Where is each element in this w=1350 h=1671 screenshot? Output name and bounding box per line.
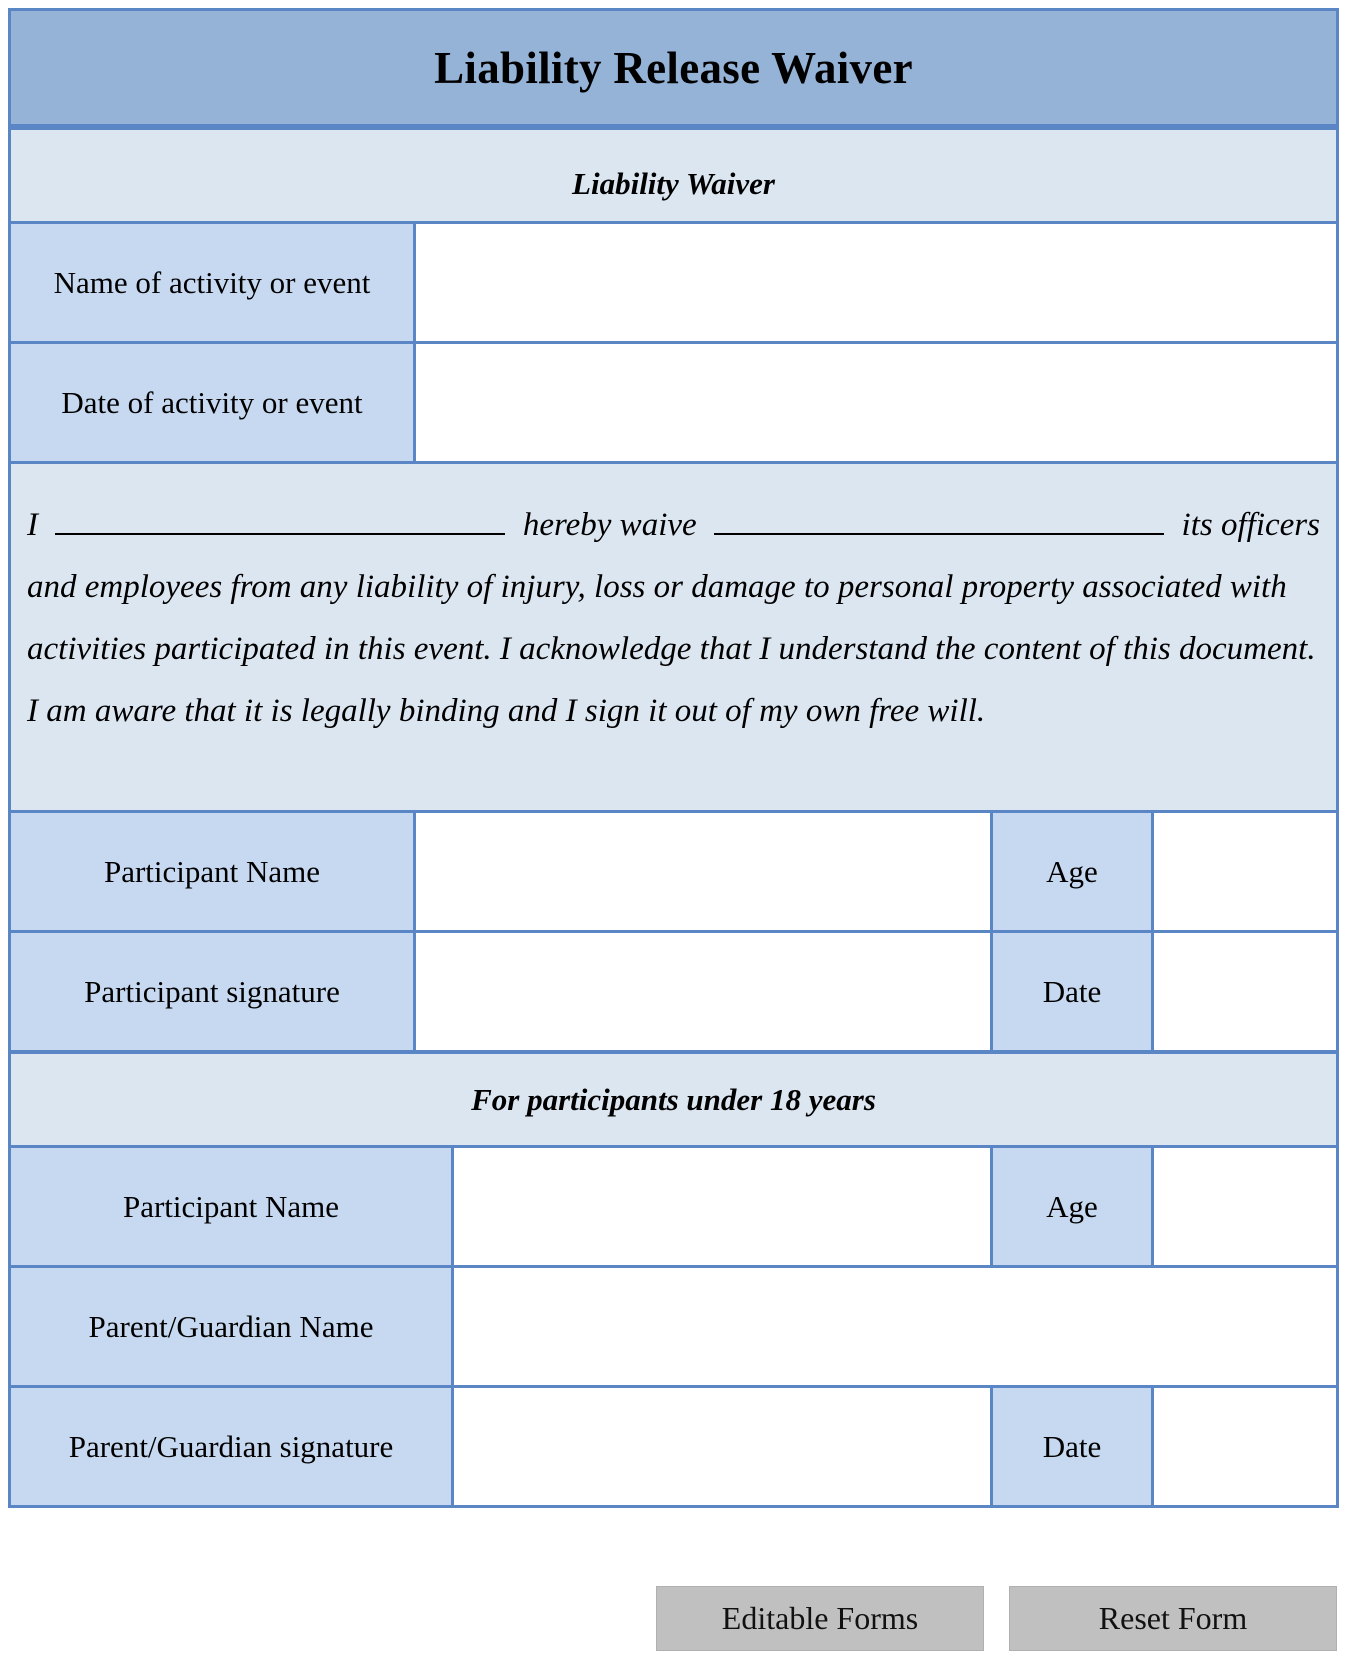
section-title-minors: For participants under 18 years — [471, 1081, 876, 1117]
section-header-minors — [11, 1050, 1336, 1145]
editable-forms-button[interactable]: Editable Forms — [656, 1586, 984, 1651]
guardian-signature-row — [11, 1385, 1336, 1505]
waiver-text-officers: its officers — [1181, 507, 1320, 543]
minor-participant-name-field[interactable] — [454, 1148, 990, 1265]
guardian-date-field[interactable] — [1154, 1388, 1336, 1505]
participant-signature-field[interactable] — [416, 933, 990, 1050]
age-label: Age — [990, 813, 1154, 930]
date-field[interactable] — [1154, 933, 1336, 1050]
waiver-first-line — [27, 494, 1320, 556]
participant-name-label: Participant Name — [11, 813, 416, 930]
organization-name-blank[interactable] — [714, 505, 1164, 535]
section-header-waiver — [11, 126, 1336, 221]
participant-signature-row — [11, 930, 1336, 1050]
form-title: Liability Release Waiver — [434, 42, 913, 93]
guardian-date-label: Date — [990, 1388, 1154, 1505]
section-title-waiver: Liability Waiver — [572, 165, 775, 201]
minor-age-label: Age — [990, 1148, 1154, 1265]
activity-date-label: Date of activity or event — [11, 344, 416, 461]
reset-form-button[interactable]: Reset Form — [1009, 1586, 1337, 1651]
activity-date-row — [11, 341, 1336, 461]
form-header — [11, 11, 1336, 126]
date-label: Date — [990, 933, 1154, 1050]
waiver-text-i: I — [27, 507, 38, 543]
waiver-text-body: and employees from any liability of injury, loss or damage to personal property associated with activities participated in this event. I acknowledge that I understand the content of this document. I am aware that it is legally binding and I sign it out of my own free will. — [27, 569, 1316, 729]
waiver-paragraph — [27, 494, 1320, 742]
guardian-name-row — [11, 1265, 1336, 1385]
guardian-name-label: Parent/Guardian Name — [11, 1268, 454, 1385]
minor-participant-name-label: Participant Name — [11, 1148, 454, 1265]
form-actions — [656, 1586, 1337, 1651]
participant-name-row — [11, 810, 1336, 930]
activity-date-field[interactable] — [416, 344, 1336, 461]
minor-participant-name-row — [11, 1145, 1336, 1265]
activity-name-field[interactable] — [416, 224, 1336, 341]
liability-waiver-form — [8, 8, 1339, 1508]
waiver-statement — [11, 461, 1336, 810]
guardian-signature-label: Parent/Guardian signature — [11, 1388, 454, 1505]
activity-name-label: Name of activity or event — [11, 224, 416, 341]
activity-name-row — [11, 221, 1336, 341]
participant-signature-label: Participant signature — [11, 933, 416, 1050]
minor-age-field[interactable] — [1154, 1148, 1336, 1265]
waiver-text-hereby: hereby waive — [522, 507, 697, 543]
guardian-name-field[interactable] — [454, 1268, 1336, 1385]
participant-name-field[interactable] — [416, 813, 990, 930]
guardian-signature-field[interactable] — [454, 1388, 990, 1505]
participant-name-blank[interactable] — [55, 505, 505, 535]
age-field[interactable] — [1154, 813, 1336, 930]
